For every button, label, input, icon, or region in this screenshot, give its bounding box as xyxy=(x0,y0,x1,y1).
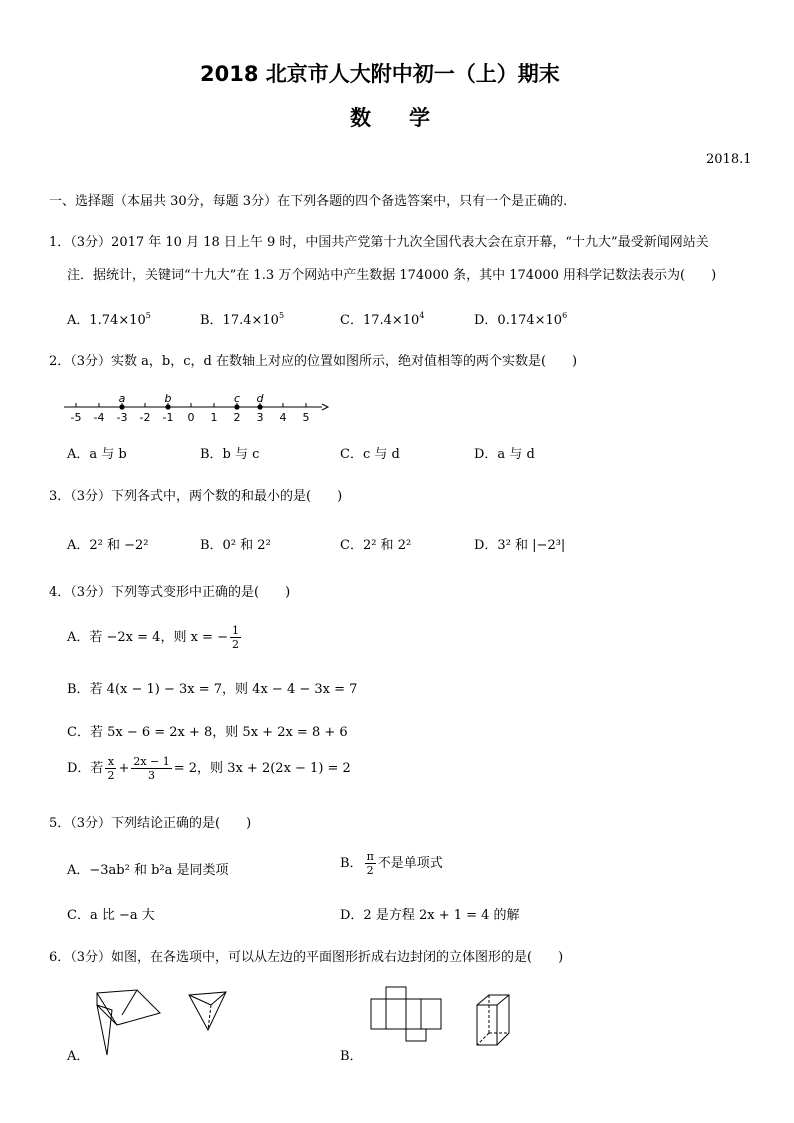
number-line-point-label-b: b xyxy=(164,392,172,405)
question-5-option-c: C．a 比 −a 大 xyxy=(67,908,155,923)
question-1-option-b: B．$17.4\times 10^5$ xyxy=(200,311,285,328)
number-line-tick-label: -3 xyxy=(116,411,128,424)
question-2-option-d: D．a 与 d xyxy=(474,447,535,462)
number-line-tick-label: -5 xyxy=(70,411,82,424)
page-title: 2018 北京市人大附中初一（上）期末 xyxy=(200,62,560,86)
question-1-option-d: D．$0.174\times 10^6$ xyxy=(474,311,568,328)
question-5-stem: 5．（3分）下列结论正确的是( ) xyxy=(49,816,252,831)
question-2-option-b: B．b 与 c xyxy=(200,447,260,462)
question-3-option-b: B．0² 和 2² xyxy=(200,538,271,553)
question-6-stem: 6．（3分）如图，在各选项中，可以从左边的平面图形折成右边封闭的立体图形的是( ) xyxy=(49,950,564,965)
number-line-point-label-a: a xyxy=(118,392,126,405)
number-line-point-c xyxy=(234,404,239,409)
question-4-option-a: A．若 −2x = 4，则 x = − $\frac{1}{2}$ xyxy=(67,624,239,651)
question-5-option-d: D．2 是方程 2x + 1 = 4 的解 xyxy=(340,908,520,923)
number-line-point-label-d: d xyxy=(256,392,264,405)
question-5-option-b: B． $\frac{\pi}{2}$ 不是单项式 xyxy=(340,850,443,877)
question-3-option-a: A．2² 和 −2² xyxy=(67,538,149,553)
question-3-option-d: D．3² 和 |−2³| xyxy=(474,538,566,553)
number-line-tick-label: 2 xyxy=(233,411,241,424)
question-2-option-c: C．c 与 d xyxy=(340,447,400,462)
question-3-stem: 3．（3分）下列各式中，两个数的和最小的是( ) xyxy=(49,489,343,504)
question-4-stem: 4．（3分）下列等式变形中正确的是( ) xyxy=(49,585,291,600)
number-line-point-d xyxy=(257,404,262,409)
number-line-point-b xyxy=(165,404,170,409)
question-6-option-b: B． xyxy=(340,1049,363,1064)
question-1-line-2: 注．据统计，关键词“十九大”在 1.3 万个网站中产生数据 174000 条，其中 174000 用科学记数法表示为( ) xyxy=(67,268,717,283)
option-b-net-figure xyxy=(368,985,443,1045)
question-5-option-a: A．−3ab² 和 b²a 是同类项 xyxy=(67,863,229,878)
number-line-figure xyxy=(60,385,330,427)
question-4-option-b: B．若 4(x − 1) − 3x = 7，则 4x − 4 − 3x = 7 xyxy=(67,682,358,697)
number-line-tick-label: 4 xyxy=(279,411,287,424)
number-line-tick-label: -2 xyxy=(139,411,151,424)
number-line-tick-label: -1 xyxy=(162,411,174,424)
question-2-option-a: A．a 与 b xyxy=(67,447,127,462)
number-line-point-a xyxy=(119,404,124,409)
number-line-tick-label: 0 xyxy=(187,411,195,424)
option-a-net-figure xyxy=(92,985,167,1060)
question-4-option-c: C．若 5x − 6 = 2x + 8，则 5x + 2x = 8 + 6 xyxy=(67,725,348,740)
question-6-option-a: A． xyxy=(67,1049,90,1064)
number-line-point-label-c: c xyxy=(233,392,241,405)
question-2-stem: 2．（3分）实数 a，b，c，d 在数轴上对应的位置如图所示，绝对值相等的两个实数是( ) xyxy=(49,354,578,369)
number-line-tick-label: 1 xyxy=(210,411,218,424)
question-1-line-1: 1．（3分）2017 年 10 月 18 日上午 9 时，中国共产党第十九次全国代表大会在京开幕，“十九大”最受新闻网站关 xyxy=(49,235,709,250)
question-4-option-d: D．若 $\frac{x}{2}$ + $\frac{2x - 1}{3}$ = 2，则 3x + 2(2x − 1) = 2 xyxy=(67,755,351,782)
question-3-option-c: C．2² 和 2² xyxy=(340,538,412,553)
number-line-tick-label: -4 xyxy=(93,411,105,424)
option-a-solid-figure xyxy=(186,990,231,1035)
number-line-tick-label: 5 xyxy=(302,411,310,424)
exam-date: 2018.1 xyxy=(706,152,752,167)
option-b-solid-figure xyxy=(474,993,514,1048)
number-line-tick-label: 3 xyxy=(256,411,264,424)
question-1-option-a: A．$1.74\times 10^5$ xyxy=(67,311,151,328)
subject-title: 数学 xyxy=(350,106,468,130)
section-heading: 一、选择题（本届共 30分，每题 3分）在下列各题的四个备选答案中，只有一个是正确的. xyxy=(49,194,568,209)
question-1-option-c: C．$17.4\times 10^4$ xyxy=(340,311,425,328)
number-line-arrow xyxy=(322,404,328,410)
